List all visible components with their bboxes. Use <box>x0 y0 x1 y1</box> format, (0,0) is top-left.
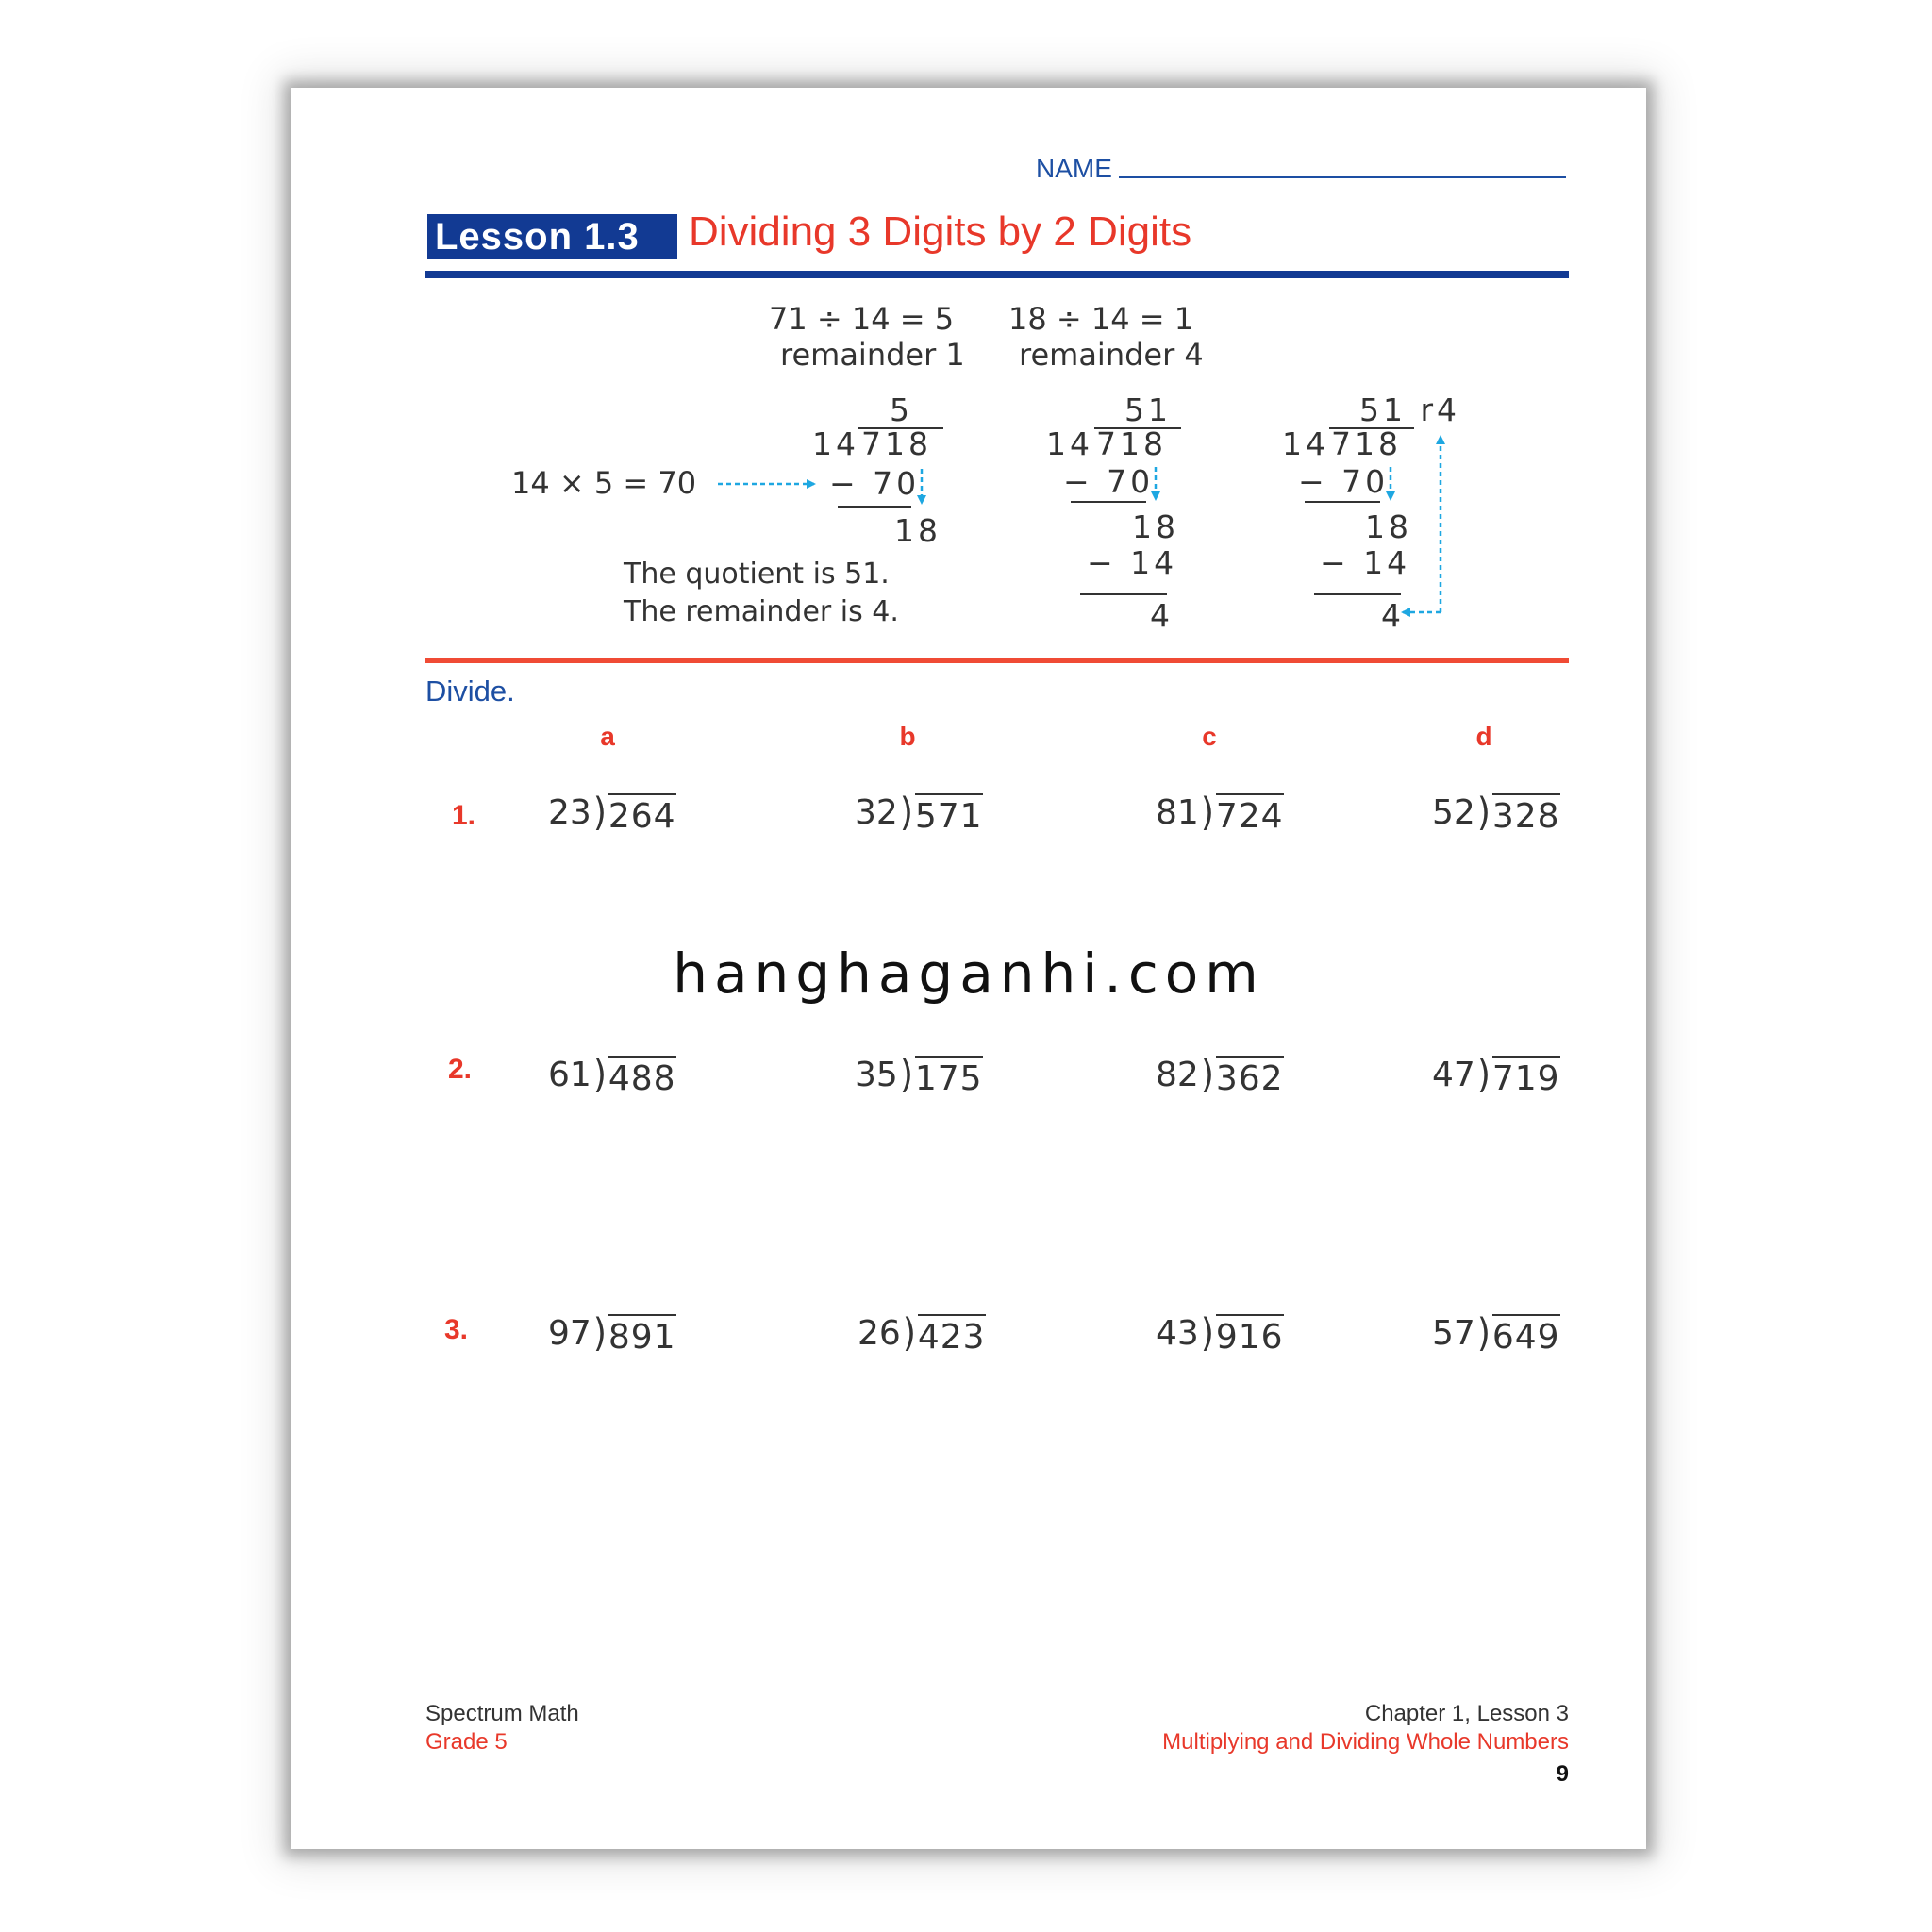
problem-3b[interactable] <box>858 1310 986 1361</box>
column-label-a: a <box>600 722 615 751</box>
divisor: 26 <box>858 1314 901 1353</box>
row-label-1: 1. <box>452 800 476 831</box>
dividend: 891 <box>608 1314 676 1357</box>
footer-chapter: Chapter 1, Lesson 3 <box>1364 1701 1569 1726</box>
dividend: 264 <box>608 793 676 836</box>
dividend: 916 <box>1216 1314 1284 1357</box>
problem-2d[interactable] <box>1432 1052 1560 1103</box>
divisor: 61 <box>548 1056 591 1094</box>
divisor: 43 <box>1156 1314 1199 1353</box>
divisor: 97 <box>548 1314 591 1353</box>
work1-quotient: 5 <box>890 391 913 428</box>
problem-3c[interactable] <box>1156 1310 1284 1361</box>
dividend: 423 <box>918 1314 986 1357</box>
work2-quotient: 51 <box>1124 391 1172 428</box>
divisor: 35 <box>855 1056 898 1094</box>
division-bracket: ) <box>1476 1052 1491 1098</box>
problem-3a[interactable] <box>548 1310 676 1361</box>
dividend: 362 <box>1216 1056 1284 1098</box>
work2-subtract2: − 14 <box>1087 544 1178 581</box>
watermark: hanghaganhi.com <box>673 941 1265 1006</box>
work2-divisor: 14 <box>1046 425 1093 462</box>
page-number: 9 <box>1556 1761 1569 1787</box>
division-bracket: ) <box>899 790 913 836</box>
problem-1a[interactable] <box>548 790 676 841</box>
divisor: 82 <box>1156 1056 1199 1094</box>
footer-chapter-title: Multiplying and Dividing Whole Numbers <box>1162 1729 1569 1755</box>
worksheet-page <box>291 88 1646 1849</box>
dividend: 724 <box>1216 793 1284 836</box>
row-label-3: 3. <box>444 1314 469 1345</box>
problem-1d[interactable] <box>1432 790 1560 841</box>
division-bracket: ) <box>1200 1052 1214 1098</box>
step1-remainder: remainder 1 <box>780 337 965 373</box>
problem-3d[interactable] <box>1432 1310 1560 1361</box>
work2-bring-down: 18 <box>1132 508 1179 545</box>
lesson-badge: Lesson 1.3 <box>427 214 677 259</box>
row-label-2: 2. <box>448 1054 473 1085</box>
problem-1b[interactable] <box>855 790 983 841</box>
division-bracket: ) <box>1200 1310 1214 1357</box>
problem-2b[interactable] <box>855 1052 983 1103</box>
division-bracket: ) <box>899 1052 913 1098</box>
work3-subtract1: − 70 <box>1298 463 1390 500</box>
work2-dividend: 718 <box>1096 425 1167 462</box>
dividend: 488 <box>608 1056 676 1098</box>
work3-divisor: 14 <box>1282 425 1329 462</box>
divisor: 23 <box>548 793 591 832</box>
division-bracket: ) <box>592 1310 607 1357</box>
step2-remainder: remainder 4 <box>1019 337 1204 373</box>
divisor: 57 <box>1432 1314 1475 1353</box>
example-arrows <box>291 88 1646 673</box>
dividend: 649 <box>1492 1314 1560 1357</box>
column-label-b: b <box>899 722 916 751</box>
work1-difference: 18 <box>894 512 941 549</box>
work3-dividend: 718 <box>1331 425 1402 462</box>
division-bracket: ) <box>1200 790 1214 836</box>
column-label-c: c <box>1202 722 1217 751</box>
problem-1c[interactable] <box>1156 790 1284 841</box>
quotient-statement: The quotient is 51. <box>624 558 890 591</box>
work2-subtract1: − 70 <box>1063 463 1155 500</box>
column-label-d: d <box>1475 722 1492 751</box>
lesson-title: Dividing 3 Digits by 2 Digits <box>689 208 1192 255</box>
problem-2c[interactable] <box>1156 1052 1284 1103</box>
instruction: Divide. <box>425 675 515 708</box>
name-label: NAME <box>1036 154 1112 183</box>
step1-equation: 71 ÷ 14 = 5 <box>769 301 955 337</box>
division-bracket: ) <box>592 790 607 836</box>
work3-quotient: 51 r4 <box>1359 391 1461 428</box>
work1-dividend: 718 <box>861 425 932 462</box>
work1-subtract: − 70 <box>829 465 921 502</box>
dividend: 328 <box>1492 793 1560 836</box>
work2-remainder: 4 <box>1150 597 1174 634</box>
multiply-note: 14 × 5 = 70 <box>511 465 697 501</box>
division-bracket: ) <box>1476 790 1491 836</box>
work3-remainder: 4 <box>1381 597 1405 634</box>
problem-2a[interactable] <box>548 1052 676 1103</box>
dividend: 571 <box>915 793 983 836</box>
division-bracket: ) <box>902 1310 916 1357</box>
divisor: 52 <box>1432 793 1475 832</box>
work3-subtract2: − 14 <box>1320 544 1411 581</box>
division-bracket: ) <box>592 1052 607 1098</box>
divisor: 32 <box>855 793 898 832</box>
footer-book-title: Spectrum Math <box>425 1701 579 1726</box>
divisor: 81 <box>1156 793 1199 832</box>
division-bracket: ) <box>1476 1310 1491 1357</box>
dividend: 175 <box>915 1056 983 1098</box>
work3-bring-down: 18 <box>1365 508 1412 545</box>
work1-divisor: 14 <box>812 425 859 462</box>
remainder-statement: The remainder is 4. <box>624 595 899 628</box>
footer-grade: Grade 5 <box>425 1729 508 1755</box>
step2-equation: 18 ÷ 14 = 1 <box>1008 301 1194 337</box>
section-divider <box>425 658 1569 663</box>
divisor: 47 <box>1432 1056 1475 1094</box>
dividend: 719 <box>1492 1056 1560 1098</box>
